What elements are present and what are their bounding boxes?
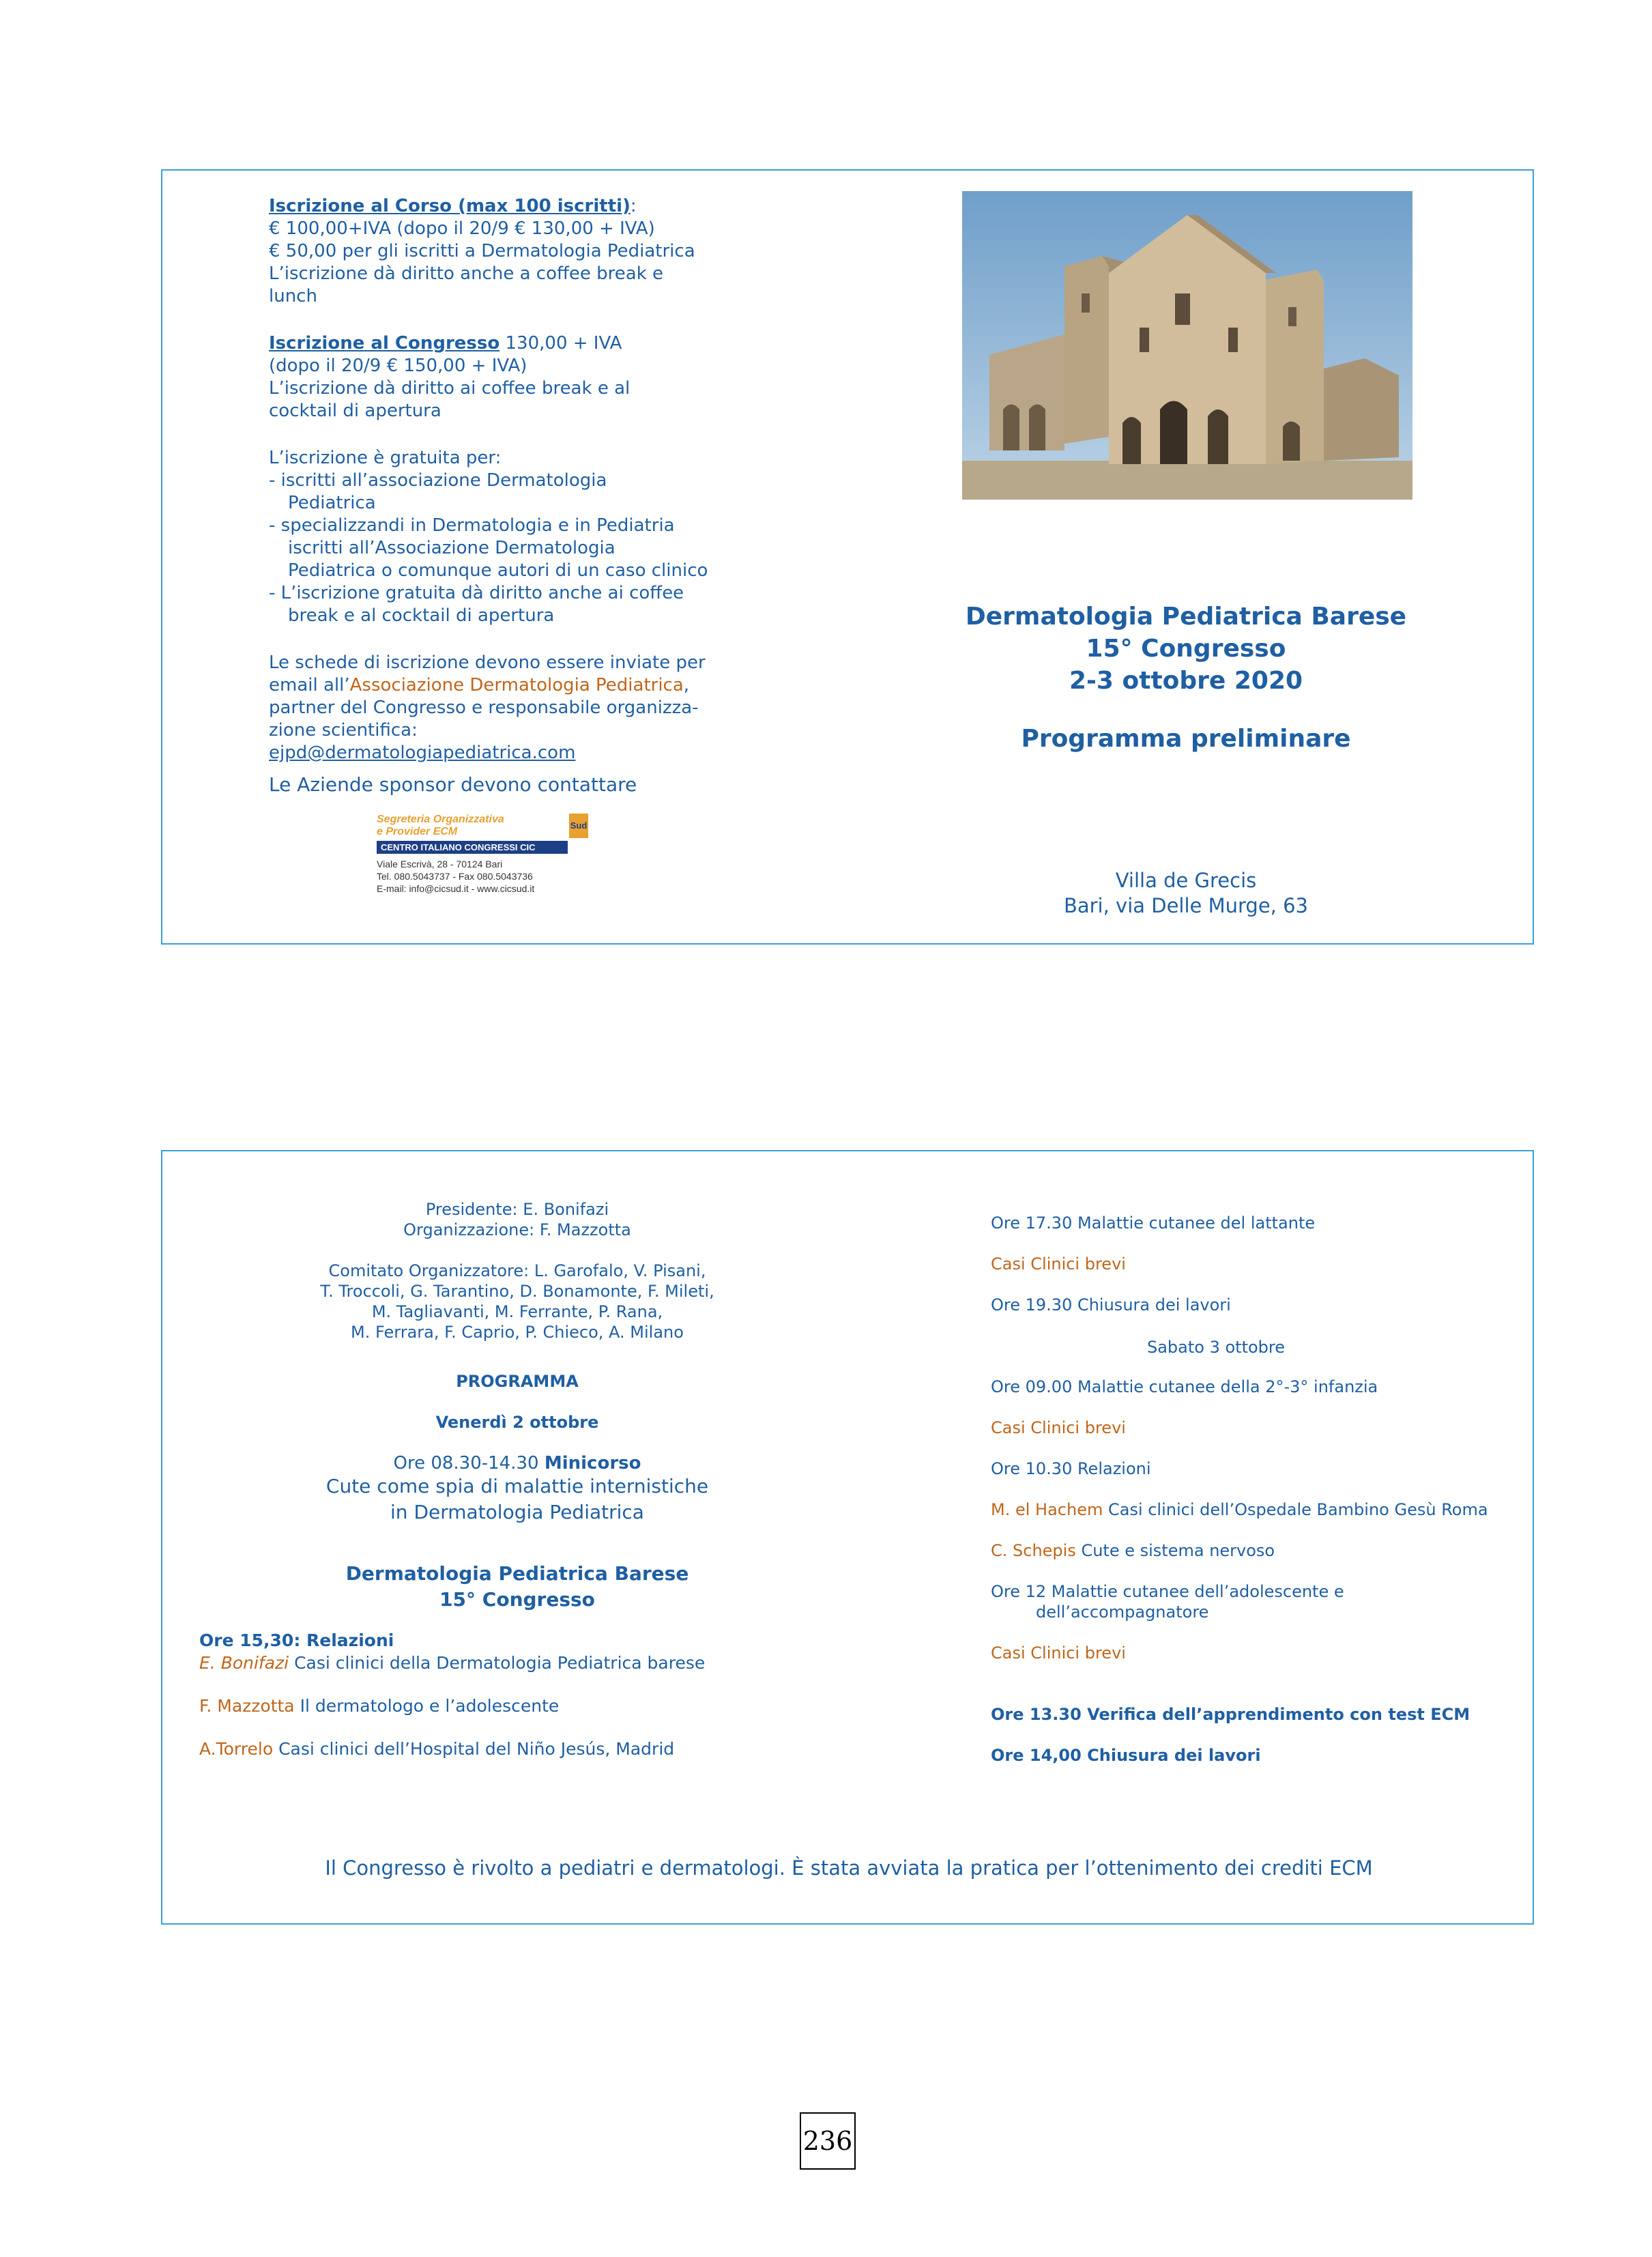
talk-item [199, 1738, 817, 1760]
talk-item [199, 1652, 817, 1674]
sponsor-badge-logo: Sud [569, 814, 588, 838]
registration-column [269, 195, 747, 799]
association-link[interactable]: Associazione Dermatologia Pediatrica [349, 675, 684, 695]
session-item: Ore 10.30 Relazioni [991, 1459, 1151, 1478]
sponsor-addr3: E-mail: info@cicsud.it - www.cicsud.it [377, 883, 535, 894]
sponsor-line2: e Provider ECM [377, 826, 458, 837]
forms-text: email all’ [269, 675, 350, 695]
free-item: - iscritti all’associazione Dermatologia [269, 470, 607, 491]
cover-subtitle: Programma preliminare [1021, 725, 1351, 753]
talk-speaker: C. Schepis [991, 1541, 1076, 1560]
talk-item [199, 1695, 817, 1717]
session-item-cont: dell’accompagnatore [1036, 1602, 1209, 1622]
talk-speaker: M. el Hachem [991, 1500, 1103, 1519]
talk-title: Cute e sistema nervoso [1075, 1541, 1275, 1560]
committee-line: T. Troccoli, G. Tarantino, D. Bonamonte, F. Mileti, [320, 1282, 714, 1301]
sponsor-logo-box [377, 814, 588, 909]
friday-heading: Venerdì 2 ottobre [435, 1413, 599, 1432]
sponsor-line1: Segreteria Organizzativa [377, 814, 504, 825]
basilica-photo [962, 191, 1412, 500]
cover-edition: 15° Congresso [1086, 635, 1286, 663]
congress-line: L’iscrizione dà diritto ai coffee break e al [269, 378, 631, 399]
program-right-column [991, 1213, 1509, 1766]
talk-title: Casi clinici della Dermatologia Pediatrica barese [289, 1653, 706, 1673]
free-item-cont: break e al cocktail di apertura [288, 605, 555, 626]
committee-block [217, 1199, 817, 1613]
congress-title: Dermatologia Pediatrica Barese [345, 1562, 689, 1585]
talk-title: Il dermatologo e l’adolescente [294, 1696, 560, 1716]
program-left-column [199, 1199, 817, 1760]
congress-line: cocktail di apertura [269, 401, 441, 421]
relazioni-time: Ore 15,30: Relazioni [199, 1630, 394, 1650]
saturday-heading: Sabato 3 ottobre [1146, 1338, 1286, 1357]
congress-line: (dopo il 20/9 € 150,00 + IVA) [269, 356, 527, 376]
talk-item [991, 1540, 1509, 1561]
congress-edition: 15° Congresso [439, 1588, 595, 1611]
congress-price: 130,00 + IVA [499, 333, 622, 354]
minicorso-title: Cute come spia di malattie internistiche [325, 1475, 709, 1497]
short-cases: Casi Clinici brevi [991, 1418, 1126, 1437]
email-link[interactable]: ejpd@dermatologiapediatrica.com [269, 743, 576, 763]
free-item-cont: iscritti all’Associazione Dermatologia [288, 538, 615, 558]
friday-talks [199, 1629, 817, 1760]
organization: Organizzazione: F. Mazzotta [403, 1220, 631, 1239]
talk-speaker: F. Mazzotta [199, 1696, 295, 1716]
venue-name: Villa de Grecis [1115, 869, 1257, 892]
talk-item [991, 1499, 1509, 1520]
cover-dates: 2-3 ottobre 2020 [1069, 667, 1303, 695]
forms-block [269, 652, 747, 764]
minicorso-title: in Dermatologia Pediatrica [390, 1501, 644, 1523]
course-registration-block [269, 195, 747, 308]
brochure-inner-panel [161, 1150, 1534, 1925]
program-heading: PROGRAMMA [456, 1372, 579, 1391]
cover-title: Dermatologia Pediatrica Barese [965, 603, 1407, 631]
sponsor-addr2: Tel. 080.5043737 - Fax 080.5043736 [377, 871, 533, 882]
sponsors-line: Le Aziende sponsor devono contattare [269, 773, 637, 796]
congress-registration-block [269, 332, 747, 422]
session-item: Ore 12 Malattie cutanee dell’adolescente e [991, 1582, 1344, 1601]
venue-address: Bari, via Delle Murge, 63 [1063, 894, 1309, 917]
sponsor-address [377, 858, 588, 895]
minicorso-time: Ore 08.30-14.30 [393, 1453, 545, 1473]
congress-registration-title: Iscrizione al Congresso [269, 333, 500, 354]
course-line: € 50,00 per gli iscritti a Dermatologia Pediatrica [269, 241, 695, 261]
target-audience-note [162, 1856, 1535, 1880]
colon: : [630, 196, 637, 216]
free-intro: L’iscrizione è gratuita per: [269, 448, 502, 468]
talk-title: Casi clinici dell’Ospedale Bambino Gesù Roma [1103, 1500, 1488, 1519]
brochure-outer-panel [161, 169, 1534, 945]
comma: , [683, 675, 690, 695]
course-line: lunch [269, 286, 317, 306]
free-item-cont: Pediatrica [288, 493, 376, 513]
venue-block [899, 868, 1473, 919]
cover-titles [899, 601, 1473, 755]
short-cases: Casi Clinici brevi [991, 1643, 1126, 1663]
talk-speaker: A.Torrelo [199, 1739, 274, 1759]
committee-line: M. Ferrara, F. Caprio, P. Chieco, A. Milano [351, 1323, 684, 1342]
committee-line: M. Tagliavanti, M. Ferrante, P. Rana, [371, 1302, 663, 1321]
sponsor-addr1: Viale Escrivà, 28 - 70124 Bari [377, 859, 503, 869]
page-number: 236 [800, 2112, 856, 2170]
course-line: € 100,00+IVA (dopo il 20/9 € 130,00 + IVA) [269, 218, 655, 239]
talk-speaker: E. Bonifazi [199, 1653, 289, 1673]
sponsor-bar: CENTRO ITALIANO CONGRESSI CIC [377, 841, 568, 854]
forms-line: partner del Congresso e responsabile organizza- [269, 698, 699, 718]
free-item-cont: Pediatrica o comunque autori di un caso clinico [288, 560, 708, 581]
committee-line: Comitato Organizzatore: L. Garofalo, V. Pisani, [328, 1261, 706, 1280]
free-item: - specializzandi in Dermatologia e in Pediatria [269, 515, 675, 536]
session-item: Ore 17.30 Malattie cutanee del lattante [991, 1213, 1316, 1233]
minicorso-label: Minicorso [544, 1453, 641, 1473]
free-registration-block [269, 447, 747, 627]
footer-note-text: Il Congresso è rivolto a pediatri e dermatologi. È stata avviata la pratica per l’ottenimento dei crediti ECM [325, 1856, 1373, 1880]
course-line: L’iscrizione dà diritto anche a coffee break e [269, 263, 664, 284]
short-cases: Casi Clinici brevi [991, 1254, 1126, 1274]
course-registration-title: Iscrizione al Corso (max 100 iscritti) [269, 196, 631, 216]
free-item: - L’iscrizione gratuita dà diritto anche ai coffee [269, 583, 684, 603]
session-item: Ore 09.00 Malattie cutanee della 2°-3° infanzia [991, 1377, 1378, 1396]
forms-line: zione scientifica: [269, 720, 418, 741]
talk-title: Casi clinici dell’Hospital del Niño Jesús, Madrid [273, 1739, 675, 1759]
session-item: Ore 19.30 Chiusura dei lavori [991, 1295, 1231, 1314]
closing: Ore 14,00 Chiusura dei lavori [991, 1746, 1261, 1765]
ecm-test: Ore 13.30 Verifica dell’apprendimento con test ECM [991, 1705, 1470, 1724]
forms-line: Le schede di iscrizione devono essere inviate per [269, 652, 706, 673]
president: Presidente: E. Bonifazi [425, 1200, 609, 1219]
